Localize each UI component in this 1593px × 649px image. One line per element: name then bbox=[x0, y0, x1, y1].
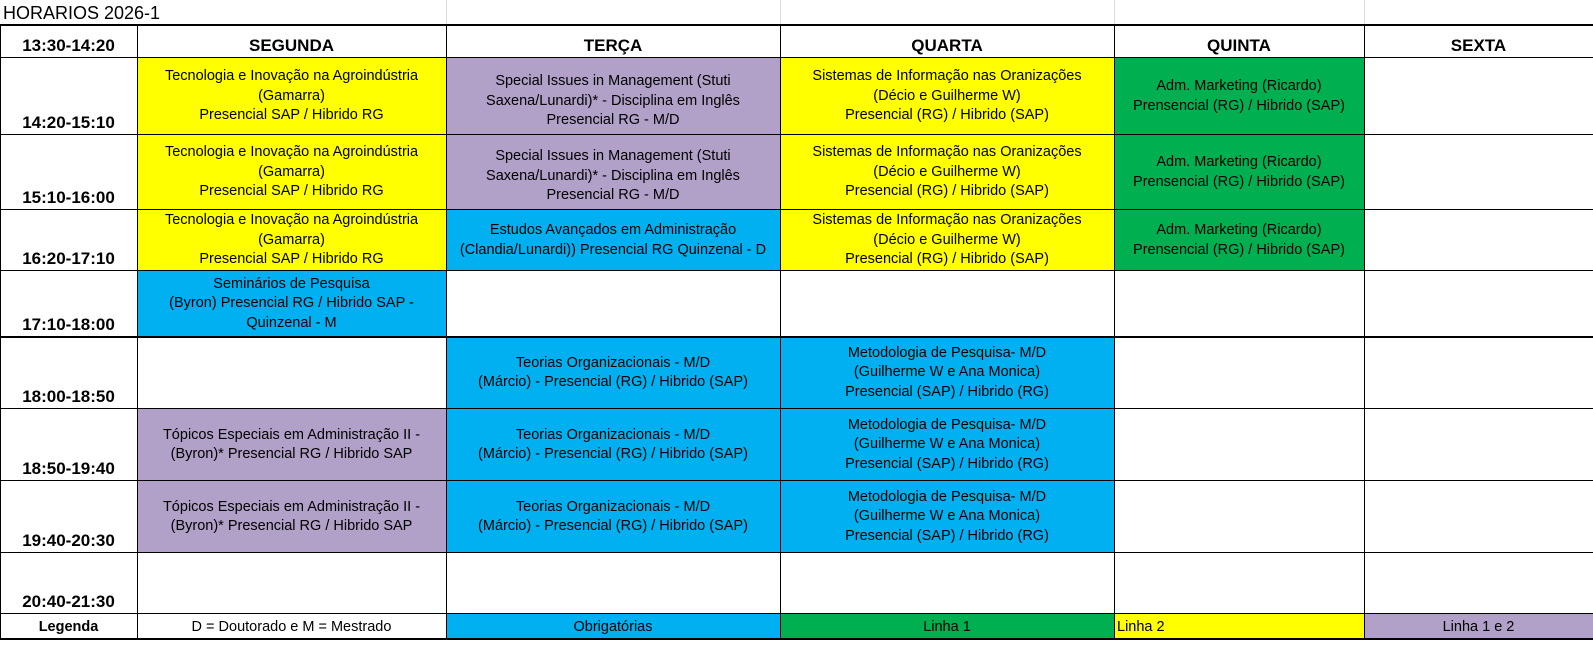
header-day-sexta[interactable]: SEXTA bbox=[1364, 26, 1593, 58]
gridline bbox=[1364, 0, 1365, 26]
table-border bbox=[780, 25, 781, 639]
course-cell[interactable]: Seminários de Pesquisa (Byron) Presencial RG / Hibrido SAP - Quinzenal - M bbox=[137, 271, 446, 337]
empty-cell[interactable] bbox=[780, 271, 1114, 337]
course-cell[interactable]: Special Issues in Management (Stuti Saxena/Lunardi)* - Disciplina em Inglês Presencial RG - M/D bbox=[446, 135, 780, 210]
course-cell[interactable]: Teorias Organizacionais - M/D (Márcio) - Presencial (RG) / Hibrido (SAP) bbox=[446, 409, 780, 481]
table-border bbox=[0, 552, 1593, 553]
legend-key[interactable]: D = Doutorado e M = Mestrado bbox=[137, 614, 446, 639]
empty-cell[interactable] bbox=[1114, 271, 1364, 337]
table-border bbox=[1364, 25, 1365, 639]
table-border bbox=[137, 25, 138, 639]
course-cell[interactable]: Estudos Avançados em Administração (Clandia/Lunardi)) Presencial RG Quinzenal - D bbox=[446, 210, 780, 271]
legend-linha-2[interactable]: Linha 2 bbox=[1114, 614, 1364, 639]
course-cell[interactable]: Adm. Marketing (Ricardo) Prensencial (RG) / Hibrido (SAP) bbox=[1114, 135, 1364, 210]
gridline bbox=[780, 0, 781, 26]
table-border bbox=[0, 134, 1593, 135]
course-cell[interactable]: Tópicos Especiais em Administração II - (Byron)* Presencial RG / Hibrido SAP bbox=[137, 409, 446, 481]
empty-cell[interactable] bbox=[1114, 481, 1364, 553]
table-border bbox=[0, 336, 1593, 338]
empty-cell[interactable] bbox=[1364, 58, 1593, 135]
empty-cell[interactable] bbox=[1364, 271, 1593, 337]
empty-cell[interactable] bbox=[1114, 409, 1364, 481]
time-slot[interactable]: 15:10-16:00 bbox=[0, 135, 137, 210]
table-border bbox=[1114, 25, 1115, 639]
empty-cell[interactable] bbox=[446, 271, 780, 337]
table-border bbox=[0, 480, 1593, 481]
course-cell[interactable]: Teorias Organizacionais - M/D (Márcio) - Presencial (RG) / Hibrido (SAP) bbox=[446, 481, 780, 553]
table-border bbox=[0, 24, 1593, 26]
empty-cell[interactable] bbox=[1364, 481, 1593, 553]
header-day-quarta[interactable]: QUARTA bbox=[780, 26, 1114, 58]
header-time-cell[interactable]: 13:30-14:20 bbox=[0, 26, 137, 58]
course-cell[interactable]: Teorias Organizacionais - M/D (Márcio) - Presencial (RG) / Hibrido (SAP) bbox=[446, 337, 780, 409]
course-cell[interactable]: Sistemas de Informação nas Oranizações (Décio e Guilherme W) Presencial (RG) / Hibrido (SAP) bbox=[780, 58, 1114, 135]
time-slot[interactable]: 18:50-19:40 bbox=[0, 409, 137, 481]
empty-cell[interactable] bbox=[1364, 210, 1593, 271]
course-cell[interactable]: Metodologia de Pesquisa- M/D (Guilherme W e Ana Monica) Presencial (SAP) / Hibrido (RG) bbox=[780, 337, 1114, 409]
empty-cell[interactable] bbox=[137, 337, 446, 409]
empty-cell[interactable] bbox=[1364, 135, 1593, 210]
empty-cell[interactable] bbox=[780, 553, 1114, 614]
time-slot[interactable]: 20:40-21:30 bbox=[0, 553, 137, 614]
course-cell[interactable]: Sistemas de Informação nas Oranizações (Décio e Guilherme W) Presencial (RG) / Hibrido (SAP) bbox=[780, 210, 1114, 271]
gridline bbox=[1114, 0, 1115, 26]
course-cell[interactable]: Tópicos Especiais em Administração II - (Byron)* Presencial RG / Hibrido SAP bbox=[137, 481, 446, 553]
table-border bbox=[0, 638, 1593, 640]
table-border bbox=[0, 270, 1593, 271]
course-cell[interactable]: Metodologia de Pesquisa- M/D (Guilherme W e Ana Monica) Presencial (SAP) / Hibrido (RG) bbox=[780, 481, 1114, 553]
legend-obrigatorias[interactable]: Obrigatórias bbox=[446, 614, 780, 639]
sheet-title: HORARIOS 2026-1 bbox=[3, 3, 161, 23]
empty-cell[interactable] bbox=[1364, 409, 1593, 481]
empty-cell[interactable] bbox=[137, 553, 446, 614]
table-border bbox=[0, 57, 1593, 58]
table-border bbox=[446, 25, 447, 639]
course-cell[interactable]: Special Issues in Management (Stuti Saxena/Lunardi)* - Disciplina em Inglês Presencial RG - M/D bbox=[446, 58, 780, 135]
time-slot[interactable]: 16:20-17:10 bbox=[0, 210, 137, 271]
table-border bbox=[0, 408, 1593, 409]
table-border bbox=[0, 25, 1, 639]
header-day-segunda[interactable]: SEGUNDA bbox=[137, 26, 446, 58]
legend-linha-1[interactable]: Linha 1 bbox=[780, 614, 1114, 639]
legend-label[interactable]: Legenda bbox=[38, 618, 99, 635]
course-cell[interactable]: Adm. Marketing (Ricardo) Prensencial (RG) / Hibrido (SAP) bbox=[1114, 58, 1364, 135]
course-cell[interactable]: Sistemas de Informação nas Oranizações (Décio e Guilherme W) Presencial (RG) / Hibrido (SAP) bbox=[780, 135, 1114, 210]
time-slot[interactable]: 19:40-20:30 bbox=[0, 481, 137, 553]
time-slot[interactable]: 14:20-15:10 bbox=[0, 58, 137, 135]
empty-cell[interactable] bbox=[446, 553, 780, 614]
empty-cell[interactable] bbox=[1364, 337, 1593, 409]
legend-linha-1-e-2[interactable]: Linha 1 e 2 bbox=[1364, 614, 1593, 639]
course-cell[interactable]: Adm. Marketing (Ricardo) Prensencial (RG) / Hibrido (SAP) bbox=[1114, 210, 1364, 271]
table-border bbox=[0, 209, 1593, 210]
course-cell[interactable]: Metodologia de Pesquisa- M/D (Guilherme W e Ana Monica) Presencial (SAP) / Hibrido (RG) bbox=[780, 409, 1114, 481]
empty-cell[interactable] bbox=[1114, 553, 1364, 614]
table-border bbox=[0, 613, 1593, 614]
course-cell[interactable]: Tecnologia e Inovação na Agroindústria (Gamarra) Presencial SAP / Hibrido RG bbox=[137, 58, 446, 135]
header-day-quinta[interactable]: QUINTA bbox=[1114, 26, 1364, 58]
header-day-terca[interactable]: TERÇA bbox=[446, 26, 780, 58]
time-slot[interactable]: 17:10-18:00 bbox=[0, 271, 137, 337]
time-slot[interactable]: 18:00-18:50 bbox=[0, 337, 137, 409]
course-cell[interactable]: Tecnologia e Inovação na Agroindústria (Gamarra) Presencial SAP / Hibrido RG bbox=[137, 210, 446, 271]
gridline bbox=[446, 0, 447, 26]
course-cell[interactable]: Tecnologia e Inovação na Agroindústria (Gamarra) Presencial SAP / Hibrido RG bbox=[137, 135, 446, 210]
empty-cell[interactable] bbox=[1364, 553, 1593, 614]
empty-cell[interactable] bbox=[1114, 337, 1364, 409]
